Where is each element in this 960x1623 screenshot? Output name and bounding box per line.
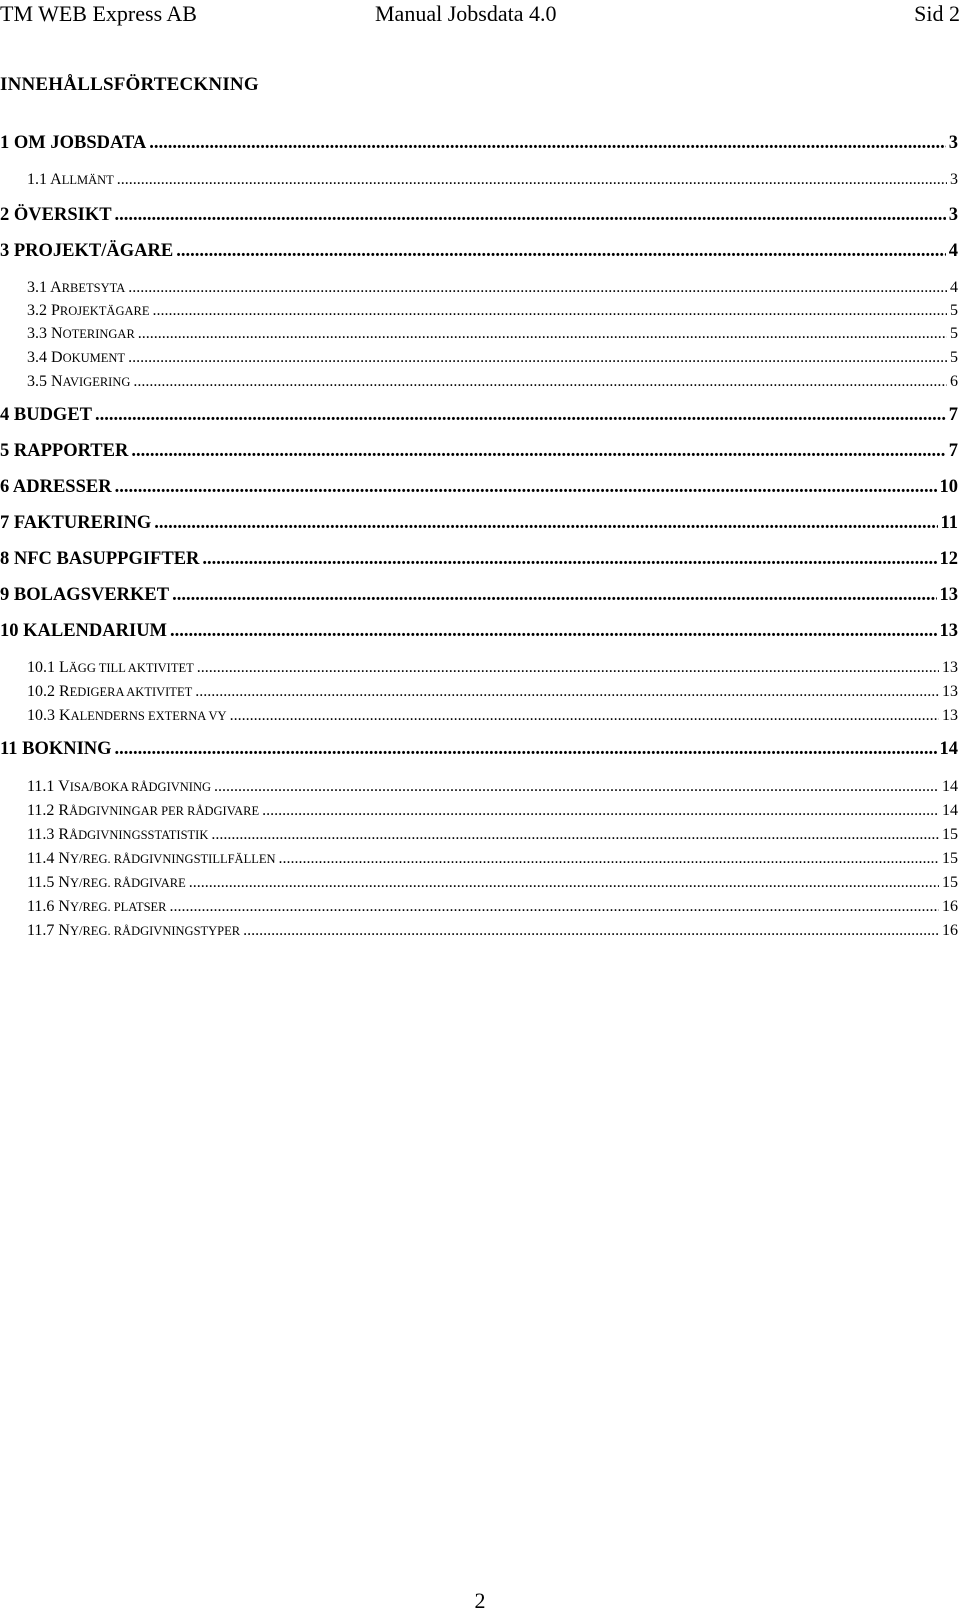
toc-page-number: 5: [950, 302, 958, 319]
toc-entry-text: FAKTURERING: [13, 513, 152, 533]
toc-entry-title: [27, 779, 211, 795]
toc-entry[interactable]: [0, 550, 958, 569]
toc-entry-title: [27, 374, 130, 390]
toc-entry-text: OM JOBSDATA: [13, 133, 147, 153]
toc-entry-title: [27, 684, 192, 700]
toc-entry-number: 11.5: [27, 874, 55, 891]
toc-dot-leader: [133, 374, 947, 390]
toc-entry-number: 9: [0, 585, 10, 605]
toc-entry-text-rest: Y/REG. PLATSER: [69, 900, 167, 914]
toc-subentry[interactable]: [27, 172, 958, 188]
toc-entry-title: [27, 172, 114, 188]
toc-subentry[interactable]: [27, 827, 958, 843]
toc-entry-number: 10.1: [27, 659, 55, 676]
toc-heading: INNEHÅLLSFÖRTECKNING: [0, 74, 259, 95]
toc-dot-leader: [195, 684, 939, 700]
toc-entry-text-initial: A: [50, 171, 62, 188]
toc-entry-title: [0, 206, 112, 225]
toc-subentry[interactable]: [27, 923, 958, 939]
toc-entry-text-initial: V: [58, 778, 70, 795]
toc-page-number: 7: [948, 441, 958, 461]
toc-entry-number: 10.2: [27, 683, 55, 700]
toc-entry-text: KALENDARIUM: [23, 621, 168, 641]
toc-entry-text: RAPPORTER: [13, 441, 129, 461]
toc-entry-number: 11.4: [27, 850, 55, 867]
toc-page-number: 13: [942, 707, 958, 724]
toc-entry-text-initial: L: [59, 659, 69, 676]
toc-entry-title: [27, 899, 167, 915]
toc-entry-title: [0, 514, 151, 533]
toc-entry-text: BUDGET: [13, 405, 93, 425]
toc-entry[interactable]: [0, 242, 958, 261]
toc-dot-leader: [154, 514, 937, 533]
toc-entry-text: PROJEKT/ÄGARE: [13, 241, 174, 261]
toc-page-number: 13: [942, 683, 958, 700]
toc-subentry[interactable]: [27, 280, 958, 296]
toc-dot-leader: [153, 303, 948, 319]
toc-entry-text: NFC BASUPPGIFTER: [13, 549, 200, 569]
toc-entry-title: [27, 280, 125, 296]
footer-page-number: 2: [474, 1588, 486, 1613]
toc-entry[interactable]: [0, 478, 958, 497]
toc-entry-text-rest: ÅDGIVNINGSSTATISTIK: [69, 828, 209, 842]
toc-entry-text: BOKNING: [22, 739, 112, 759]
toc-page-number: 16: [942, 898, 958, 915]
toc-dot-leader: [115, 206, 946, 225]
toc-entry-text-rest: RBETSYTA: [61, 281, 126, 295]
toc-page-number: 10: [939, 477, 958, 497]
toc-entry-number: 10.3: [27, 707, 55, 724]
toc-page-number: 5: [950, 325, 958, 342]
toc-dot-leader: [115, 478, 937, 497]
toc-entry-text-initial: R: [59, 683, 70, 700]
toc-entry-number: 3.1: [27, 279, 47, 296]
toc-entry-number: 3.2: [27, 302, 47, 319]
toc-entry-title: [0, 586, 169, 605]
toc-page-number: 12: [939, 549, 958, 569]
toc-dot-leader: [230, 708, 939, 724]
toc-page-number: 3: [950, 171, 958, 188]
toc-page-number: 4: [948, 241, 958, 261]
toc-entry-text-rest: ÅDGIVNINGAR PER RÅDGIVARE: [69, 804, 260, 818]
toc-entry-title: [27, 708, 227, 724]
toc-subentry[interactable]: [27, 899, 958, 915]
toc-entry-number: 1: [0, 133, 10, 153]
toc-subentry[interactable]: [27, 803, 958, 819]
toc-dot-leader: [211, 827, 939, 843]
toc-entry-title: [0, 622, 167, 641]
toc-entry-text-initial: N: [58, 898, 70, 915]
toc-dot-leader: [197, 660, 939, 676]
toc-page-number: 7: [948, 405, 958, 425]
toc-dot-leader: [115, 740, 937, 759]
toc-entry-text-initial: N: [58, 922, 70, 939]
toc-page-number: 11: [940, 513, 958, 533]
toc-entry-number: 2: [0, 205, 10, 225]
toc-subentry[interactable]: [27, 851, 958, 867]
page-header: [0, 0, 960, 30]
toc-page-number: 15: [942, 850, 958, 867]
toc-entry-text-initial: D: [51, 349, 63, 366]
toc-dot-leader: [170, 899, 939, 915]
toc-subentry[interactable]: [27, 350, 958, 366]
toc-entry-text-initial: A: [50, 279, 62, 296]
toc-entry-title: [0, 406, 92, 425]
toc-entry[interactable]: [0, 406, 958, 425]
toc-entry-title: [0, 478, 112, 497]
toc-dot-leader: [176, 242, 946, 261]
toc-entry-title: [27, 803, 259, 819]
toc-page-number: 13: [939, 621, 958, 641]
toc-entry-title: [27, 350, 125, 366]
toc-entry-text-rest: Y/REG. RÅDGIVNINGSTYPER: [69, 924, 241, 938]
toc-dot-leader: [172, 586, 936, 605]
toc-entry-text: ÖVERSIKT: [13, 205, 112, 225]
toc-subentry[interactable]: [27, 875, 958, 891]
toc-entry-title: [0, 740, 112, 759]
toc-entry[interactable]: [0, 134, 958, 153]
toc-entry[interactable]: [0, 514, 958, 533]
toc-subentry[interactable]: [27, 660, 958, 676]
toc-entry-number: 11.3: [27, 826, 55, 843]
toc-dot-leader: [138, 326, 947, 342]
toc-dot-leader: [279, 851, 939, 867]
toc-entry-text-rest: EDIGERA AKTIVITET: [69, 685, 193, 699]
toc-entry-number: 3.5: [27, 373, 47, 390]
toc-entry-number: 11.1: [27, 778, 55, 795]
toc-entry-title: [27, 851, 276, 867]
toc-subentry[interactable]: [27, 326, 958, 342]
toc-entry-text-initial: N: [51, 373, 63, 390]
toc-dot-leader: [202, 550, 936, 569]
toc-page-number: 16: [942, 922, 958, 939]
toc-dot-leader: [149, 134, 945, 153]
toc-entry-title: [0, 442, 128, 461]
toc-page-number: 6: [950, 373, 958, 390]
toc-dot-leader: [214, 779, 939, 795]
toc-entry-number: 8: [0, 549, 10, 569]
toc-entry-title: [27, 827, 208, 843]
toc-entry-text-initial: K: [59, 707, 71, 724]
toc-subentry[interactable]: [27, 303, 958, 319]
toc-entry-number: 11.2: [27, 802, 55, 819]
toc-dot-leader: [128, 350, 947, 366]
toc-entry-text-rest: Y/REG. RÅDGIVARE: [69, 876, 186, 890]
toc-page-number: 13: [939, 585, 958, 605]
toc-entry-number: 6: [0, 477, 10, 497]
toc-entry-number: 7: [0, 513, 10, 533]
toc-entry-text-initial: R: [58, 802, 70, 819]
toc-entry-title: [0, 134, 146, 153]
toc-page-number: 3: [948, 133, 958, 153]
header-document-title: Manual Jobsdata 4.0: [375, 1, 557, 26]
toc-dot-leader: [262, 803, 939, 819]
toc-entry[interactable]: [0, 206, 958, 225]
toc-dot-leader: [189, 875, 939, 891]
toc-page-number: 14: [939, 739, 958, 759]
toc-entry-text-initial: N: [58, 850, 70, 867]
toc-entry[interactable]: [0, 586, 958, 605]
toc-subentry[interactable]: [27, 374, 958, 390]
toc-entry-text-rest: ROJEKTÄGARE: [59, 304, 150, 318]
toc-entry-text: ADRESSER: [12, 477, 112, 497]
header-page-label: Sid 2: [914, 1, 960, 26]
toc-entry-text-rest: ÄGG TILL AKTIVITET: [68, 661, 194, 675]
toc-entry-title: [27, 660, 194, 676]
header-company: TM WEB Express AB: [0, 1, 197, 26]
toc-entry-title: [0, 242, 173, 261]
toc-subentry[interactable]: [27, 779, 958, 795]
toc-entry-text-rest: Y/REG. RÅDGIVNINGSTILLFÄLLEN: [69, 852, 276, 866]
toc-entry-text-rest: ISA/BOKA RÅDGIVNING: [69, 780, 212, 794]
toc-entry-number: 3.4: [27, 349, 47, 366]
toc-entry-title: [0, 550, 199, 569]
toc-dot-leader: [117, 172, 947, 188]
toc-entry-text-rest: OKUMENT: [62, 351, 126, 365]
toc-page-number: 3: [948, 205, 958, 225]
toc-dot-leader: [95, 406, 946, 425]
toc-entry-number: 10: [0, 621, 19, 641]
toc-entry-number: 1.1: [27, 171, 47, 188]
toc-page-number: 14: [942, 778, 958, 795]
toc-entry-text-rest: LLMÄNT: [61, 173, 114, 187]
toc-entry-text-initial: N: [51, 325, 63, 342]
toc-dot-leader: [128, 280, 947, 296]
toc-entry-number: 3: [0, 241, 10, 261]
toc-entry-title: [27, 875, 186, 891]
toc-entry-number: 11.6: [27, 898, 55, 915]
toc-entry[interactable]: [0, 442, 958, 461]
toc-page-number: 5: [950, 349, 958, 366]
toc-entry[interactable]: [0, 740, 958, 759]
toc-entry-text-rest: OTERINGAR: [62, 327, 135, 341]
toc-entry-number: 3.3: [27, 325, 47, 342]
toc-entry[interactable]: [0, 622, 958, 641]
toc-dot-leader: [243, 923, 939, 939]
toc-entry-text-rest: AVIGERING: [62, 375, 131, 389]
toc-entry-text-rest: ALENDERNS EXTERNA VY: [70, 709, 227, 723]
toc-entry-number: 11: [0, 739, 18, 759]
toc-page-number: 15: [942, 826, 958, 843]
toc-dot-leader: [131, 442, 945, 461]
toc-entry-text-initial: P: [51, 302, 60, 319]
toc-entry-text-initial: N: [58, 874, 70, 891]
toc-dot-leader: [170, 622, 936, 641]
toc-subentry[interactable]: [27, 708, 958, 724]
toc-page-number: 14: [942, 802, 958, 819]
toc-entry-text: BOLAGSVERKET: [13, 585, 170, 605]
toc-entry-title: [27, 303, 150, 319]
toc-page-number: 4: [950, 279, 958, 296]
toc-entry-number: 11.7: [27, 922, 55, 939]
toc-entry-text-initial: R: [58, 826, 70, 843]
toc-entry-number: 4: [0, 405, 10, 425]
toc-page-number: 15: [942, 874, 958, 891]
toc-page-number: 13: [942, 659, 958, 676]
toc-entry-number: 5: [0, 441, 10, 461]
toc-subentry[interactable]: [27, 684, 958, 700]
toc-entry-title: [27, 326, 135, 342]
toc-entry-title: [27, 923, 240, 939]
